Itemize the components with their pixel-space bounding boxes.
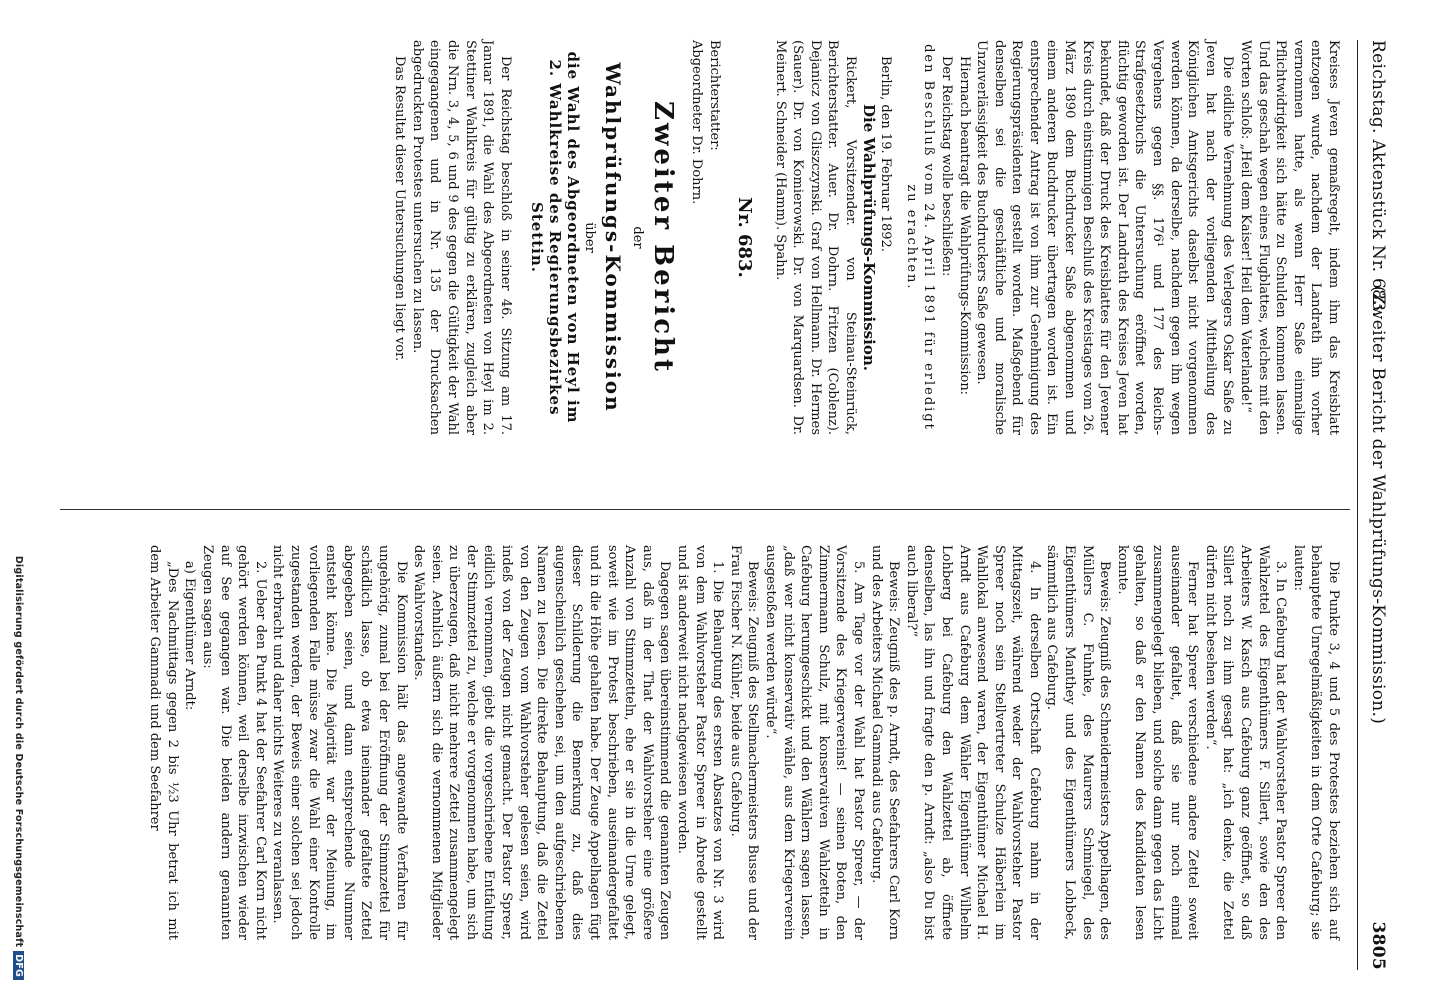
paragraph: 4. In derselben Ortschaft Cafeburg nahm in der Mittagszeit, während weder der Wahlvorsteher Pastor Spreer noch sein Stellvertreter Schulze Häberlein im Wahllokal anwesend waren, der Eigenthümer Michael H. Arndt aus Cafeburg dem Wähler Eigenthümer Wilhelm Lohberg bei Cafeburg den Wahlzettel ab, öffnete denselben, las ihn und fragte den p. Arndt: „also Du bist auch liberal?“ [903,545,1042,940]
title-main: Zweiter Bericht [647,101,678,374]
digitization-note [13,20,24,980]
resolution: den Beschluß vom 24. April 1891 für erledigt zu erachten. [903,44,937,431]
page-number: 3805 [1368,921,1388,970]
title-commission: Wahlprüfungs-Kommission [601,62,626,413]
commission-name: Die Wahlprüfungs-Kommission. [859,104,878,371]
paragraph: 1. Die Behauptung des ersten Absatzes von Nr. 3 wird von dem Wahlvorsteher Pastor Spreer in Abrede gestellt und ist anderweit nicht nachgewiesen worden. [675,545,726,940]
paragraph: Die eidliche Vernehmung des Verlegers Oskar Saße zu Jeven hat nach der vorliegenden Mittheilung des Königlichen Amtsgerichts daselbst nicht vorgenommen werden können, da derselbe, nachdem gegen ihn wegen Vergehens gegen §§. 176¹ und 177 des Reichs-Strafgesetzbuchs die Untersuchung eröffnet worden, flüchtig geworden ist. Der Landrath des Kreises Jeven hat bekundet, daß der Druck des Kreisblattes für den Jevener Kreis durch einstimmigen Beschluß des Kreistages vom 26. März 1890 dem Buchdrucker Saße abgenommen und einem anderen Buchdrucker übertragen worden ist. Ein entsprechender Antrag ist von ihm zur Genehmigung des Regierungspräsidenten gestellt worden. Maßgebend für denselben sei die geschäftliche und moralische Unzuverlässigkeit des Buchdruckers Saße gewesen. [974,40,1236,435]
paragraph: 3. In Cafeburg hat der Wahlvorsteher Pastor Spreer den Wahlzettel des Eigenthümers F. Sillert, sowie den des Arbeiters W. Kasch aus Cafeburg ganz geöffnet, so daß Sillert noch zu ihm gesagt hat: „ich denke, die Zettel dürfen nicht besehen werden“. [1202,545,1289,940]
header-center: (Zweiter Bericht der Wahlprüfungs-Kommission.) [1368,285,1388,725]
dfg-logo: DFG [13,951,24,980]
paragraph: Kreises Jeven gemaßregelt, indem ihm das Kreisblatt entzogen wurde, nachdem der Landrath ihn vorher vernommen hatte, als wenn Herr Saße einmalige Pflichtwidrigkeit sich hätte zu Schulden kommen lassen. Und das geschah wegen eines Flugblattes, welches mit den Worten schloß: „Heil dem Kaiser! Heil dem Vaterlande!“ [1238,40,1341,435]
paragraph: Ferner hat Spreer verschiedene andere Zettel soweit auseinander gefaltet, daß sie nur noch einmal zusammengelegt blieben, und solche dann gegen das Licht gehalten, so daß er den Namen des Kandidaten lesen konnte. [1114,545,1201,940]
paragraph: 5. Am Tage vor der Wahl hat Pastor Spreer, — der Vorsitzende des Kriegervereins! — seinen Boten, den Zimmermann Schulz, mit konservativen Wahlzetteln in Cafeburg herumgeschickt und den Wählern sagen lassen, „daß wer nicht konservativ wähle, aus dem Kriegerverein ausgestoßen werden würde“. [763,545,866,940]
title-der: der [629,226,645,249]
title-subject: die Wahl des Abgeordneten von Heyl im 2. Wahlkreise des Regierungsbezirkes Stettin. [528,51,582,424]
paragraph: a) Eigenthümer Arndt: [182,561,198,711]
paragraph: Der Reichstag beschloß in seiner 46. Sitzung am 17. Januar 1891, die Wahl des Abgeordneten von Heyl im 2. Stettiner Wahlkreis für gültig zu erklären, zugleich aber die Nrn. 3, 4, 5, 6 und 9 des gegen die Gültigkeit der Wahl eingegangenen und in Nr. 135 der Drucksachen abgedruckten Protestes untersuchen zu lassen. [409,40,513,435]
paragraph: „Des Nachmittags gegen 2 bis ½3 Uhr betrat ich mit dem Arbeiter Gammadi und dem Seefahrer [147,545,180,940]
paragraph: Dagegen sagen übereinstimmend die genannten Zeugen aus, daß in der That der Wahlvorsteher eine größere Anzahl von Stimmzetteln, ehe er sie in die Urne gelegt, soweit wie im Protest beschrieben, auseinandergefaltet und in die Höhe gehalten habe. Der Zeuge Appelhagen fügt dieser Schilderung die Bemerkung zu, daß dies augenscheinlich geschehen sei, um den aufgeschriebenen Namen zu lesen. Die direkte Behauptung, daß die Zettel von den Zeugen vom Wahlvorsteher gelesen seien, wird indeß von der Zeugen nicht gemacht. Der Pastor Spreer, eidlich vernommen, giebt die vorgeschriebene Entfaltung der Stimmzettel zu, welche er vorgenommen habe, um sich zu überzeugen, daß nicht mehrere Zettel zusammengelegt seien. Aehnlich äußern sich die vernommenen Mitglieder des Wahlvorstandes. [411,545,673,940]
document-number: Nr. 683. [734,197,755,278]
paragraph: Die Kommission hält das angewandte Verfahren für ungehörig, zumal bei der Eröffnung der Stimmzettel für schädlich lasse, ob etwa ineinander gefaltete Zettel abgegeben seien, und dann entsprechende Nummer entsteht könne. Die Majorität war der Meinung, im vorliegenden Falle müsse zwar die Wahl einer Kontrolle zugestanden werden, der Beweis einer solchen sei jedoch nicht erbracht und daher nichts Weiteres zu veranlassen. [270,545,409,940]
left-column [391,40,1342,435]
right-column [146,545,1342,940]
paragraph: Der Reichstag wolle beschließen: [938,56,954,277]
paragraph: Hiernach beantragt die Wahlprüfungs-Kommission: [956,56,972,396]
header-left: Reichstag. Aktenstück Nr. 683. [1368,40,1388,318]
paragraph: Beweis: Zeugniß des Stellmachermeisters Busse und der Frau Fischer N. Kühler, beide aus Cafeburg. [727,545,761,940]
header-rule [1357,40,1358,970]
reporter-label: Berichterstatter: [707,40,722,151]
member-list: Rickert, Vorsitzender. von Steinau-Steinrück, Berichterstatter. Auer. Dr. Dohrn. Fritzen (Coblenz). Dejanicz von Gliszczynski. Graf von Hellmann. Dr. Hermes (Sauer). Dr. von Komierowski. Dr. von Marquardsen. Dr. Meinert. Schneider (Hamm). Spahn. [772,40,858,435]
page-header [1358,40,1388,970]
column-divider [60,509,1350,510]
paragraph: Die Punkte 3, 4 und 5 des Protestes beziehen sich auf behauptete Unregelmäßigkeiten in dem Orte Cafeburg; sie lauten: [1290,545,1341,940]
paragraph: 2. Ueber den Punkt 4 hat der Seefahrer Carl Korn nicht gehört werden können, weil derselbe inzwischen wieder auf See gegangen war. Die beiden andern genannten Zeugen sagen aus: [200,545,268,940]
title-ueber: über [582,222,598,253]
paragraph: Das Resultat dieser Untersuchungen liegt vor. [392,56,408,362]
reporter-name: Abgeordneter Dr. Dohrn. [689,40,705,205]
paragraph: Beweis: Zeugniß des Schneidermeisters Appelhagen, des Müllers C. Fuhnke, des Maurers Schmiegel, des Eigenthümers Manthey und des Eigenthümers Lohbeck, sämmtlich aus Cafeburg. [1044,545,1113,940]
paragraph: Beweis: Zeugniß des p. Arndt, des Seefahrers Carl Korn und des Arbeiters Michael Gammadi aus Cafeburg. [868,545,902,940]
digitization-text: Digitalisierung gefördert durch die Deutsche Forschungsgemeinschaft [13,555,24,948]
date-line: Berlin, den 19. Februar 1892. [878,56,894,252]
